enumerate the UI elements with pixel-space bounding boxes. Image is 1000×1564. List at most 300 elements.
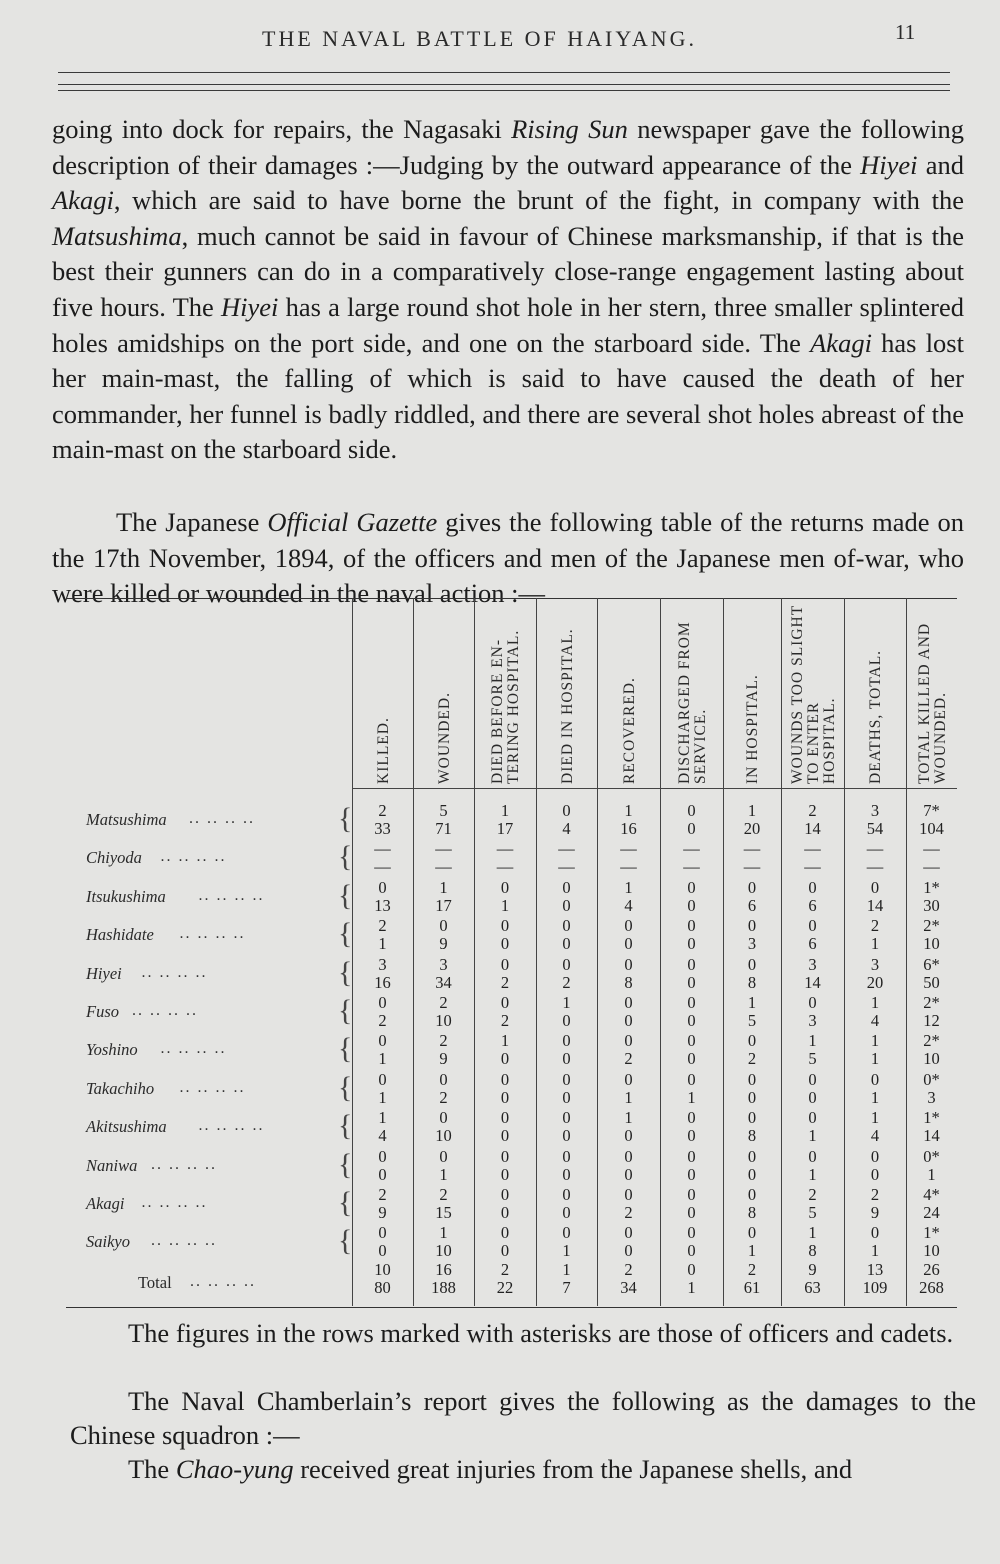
casualty-table <box>66 598 957 1308</box>
column-header: IN HOSPITAL. <box>744 674 761 784</box>
table-cell: 3 <box>808 954 817 974</box>
italic-term: Akagi <box>810 327 872 358</box>
italic-term: Chao-yung <box>175 1454 294 1484</box>
table-cell: 71 <box>435 819 452 838</box>
table-cell: 0 <box>562 1087 571 1107</box>
table-cell: 54 <box>866 819 884 838</box>
leader-dots: .. .. .. .. <box>190 1272 256 1290</box>
table-cell: 1 <box>562 993 571 1012</box>
table-cell: — <box>866 839 884 859</box>
table-cell: 0 <box>500 954 510 974</box>
column-header: TERING HOSPITAL. <box>505 629 522 784</box>
table-cell: 8 <box>747 1203 757 1222</box>
table-cell: 0 <box>747 1185 757 1204</box>
table-cell: 3 <box>378 954 387 974</box>
table-cell: 0 <box>687 1223 696 1243</box>
table-cell: 4 <box>870 1126 880 1146</box>
table-cell: 6 <box>808 895 817 915</box>
row-brace: { <box>338 878 353 912</box>
ship-name: Itsukushima <box>86 886 166 906</box>
leader-dots: .. .. .. .. <box>198 886 265 904</box>
table-cell: 0 <box>500 1146 510 1166</box>
header-rule-middle <box>58 84 950 85</box>
ship-name: Takachiho <box>86 1078 155 1098</box>
table-cell: 34 <box>620 1277 637 1297</box>
table-cell: 2 <box>808 1185 817 1204</box>
table-cell: 0 <box>562 801 571 820</box>
table-cell: 5 <box>808 1049 817 1069</box>
table-cell: 1 <box>687 1277 696 1297</box>
table-cell: — <box>866 857 884 877</box>
ship-name: Hashidate <box>86 925 154 945</box>
table-cell: 0 <box>687 1108 696 1128</box>
table-cell: 0 <box>378 1241 387 1261</box>
ship-name: Fuso <box>86 1002 119 1021</box>
table-cell: 26 <box>923 1259 940 1279</box>
table-cell: 0* <box>923 1069 940 1089</box>
table-cell: 8 <box>808 1241 817 1261</box>
column-header: DIED BEFORE EN- <box>489 638 506 784</box>
table-cell: 0 <box>687 1185 696 1204</box>
total-label: Total <box>138 1272 172 1292</box>
table-cell: 0 <box>687 1203 696 1222</box>
italic-term: Hiyei <box>860 149 918 180</box>
table-cell: 10 <box>435 1011 452 1030</box>
table-cell: 0 <box>562 1164 571 1184</box>
table-cell: — <box>804 857 821 877</box>
table-cell: 1 <box>808 1031 817 1051</box>
table-cell: 8 <box>747 1126 757 1146</box>
table-cell: 2 <box>747 1049 757 1069</box>
table-cell: — <box>374 857 391 877</box>
table-cell: 0 <box>624 1223 633 1243</box>
row-brace: { <box>338 840 353 874</box>
leader-dots: .. .. .. .. <box>198 1117 265 1135</box>
table-cell: 1 <box>624 1087 633 1107</box>
table-cell: 1 <box>378 934 387 954</box>
italic-term: Matsushima <box>52 220 182 251</box>
table-cell: 0 <box>562 916 571 936</box>
page-header <box>0 18 1000 58</box>
table-cell: 0 <box>687 819 696 838</box>
table-cell: 0 <box>624 1031 633 1051</box>
ship-name: Saikyo <box>86 1232 130 1252</box>
ship-name: Akitsushima <box>86 1117 167 1137</box>
table-cell: 0 <box>439 1108 448 1128</box>
table-cell: 0* <box>923 1146 940 1166</box>
paragraph-chamberlain-report: The Naval Chamberlain’s report gives the following as the damages to the Chinese squadron :— <box>70 1386 976 1450</box>
column-header: KILLED. <box>374 717 392 784</box>
table-cell: 0 <box>687 801 696 820</box>
table-cell: 1 <box>562 1241 571 1261</box>
table-cell: 1 <box>439 1223 448 1243</box>
row-brace: { <box>338 994 353 1027</box>
ship-name: Akagi <box>86 1194 125 1213</box>
ship-name: Naniwa <box>86 1155 138 1175</box>
table-cell: 0 <box>747 1223 757 1243</box>
italic-term: Rising Sun <box>511 114 628 144</box>
paragraph-gazette-intro: The Japanese Official Gazette gives the following table of the returns made on the 17th November, 1894, of the officers and men of the Japanese men of-war, who were killed or wounded in the naval action :— <box>52 507 964 609</box>
running-title: THE NAVAL BATTLE OF HAIYANG. <box>262 26 697 51</box>
table-cell: 10 <box>435 1241 452 1261</box>
table-cell: — <box>558 857 575 877</box>
table-cell: 0 <box>500 1203 510 1222</box>
table-cell: — <box>683 857 700 877</box>
table-cell: 0 <box>687 972 696 992</box>
table-cell: 0 <box>378 1164 387 1184</box>
table-cell: 0 <box>808 877 817 897</box>
paragraph-damages-description: going into dock for repairs, the Nagasaki Rising Sun newspaper gave the following description of their damages :—Judging by the outward appearance of the Hiyei and Akagi, which are said to have borne the brunt of the fight, in company with the Matsushima, much cannot be said in favour of Chinese marksmanship, if that is the best their gunners can do in a comparatively close-range engagement lasting about five hours. The Hiyei has a large round shot hole in her stern, three smaller splintered holes amidships on the port side, and one on the starboard side. The Akagi has lost her main-mast, the falling of which is said to have caused the death of her commander, her funnel is badly riddled, and there are several shot holes abreast of the main-mast on the starboard side. <box>52 114 964 465</box>
leader-dots: .. .. .. .. <box>160 1040 227 1058</box>
table-cell: 1 <box>439 1164 448 1184</box>
table-cell: 0 <box>808 916 817 936</box>
table-cell: 5 <box>808 1203 817 1222</box>
table-cell: 1 <box>378 1087 387 1107</box>
table-cell: 0 <box>687 895 696 915</box>
table-cell: 33 <box>374 819 391 838</box>
table-cell: 0 <box>624 954 633 974</box>
table-cell: 4 <box>378 1126 387 1146</box>
header-rule-top <box>58 72 950 73</box>
table-cell: 0 <box>687 1241 696 1261</box>
ship-name: Hiyei <box>86 963 122 983</box>
table-cell: 1 <box>870 1108 880 1128</box>
table-cell: 0 <box>687 1146 696 1166</box>
table-cell: 0 <box>687 1259 696 1279</box>
table-cell: 34 <box>435 972 452 992</box>
table-cell: 0 <box>500 1241 510 1261</box>
table-cell: 0 <box>808 993 817 1012</box>
table-cell: 188 <box>431 1277 456 1297</box>
table-cell: — <box>558 839 575 859</box>
table-cell: 1 <box>378 1108 387 1128</box>
table-cell: 61 <box>743 1277 761 1297</box>
table-cell: 9 <box>808 1259 817 1279</box>
ship-name: Chiyoda <box>86 848 142 868</box>
row-brace: { <box>338 917 353 951</box>
table-cell: 0 <box>687 993 696 1012</box>
table-cell: 1 <box>500 801 510 820</box>
table-cell: 0 <box>562 934 571 954</box>
leader-dots: .. .. .. .. <box>132 1002 198 1019</box>
table-cell: 0 <box>500 1223 510 1243</box>
table-cell: 0 <box>562 1126 571 1146</box>
table-cell: 17 <box>496 819 514 838</box>
table-cell: 2 <box>808 801 817 820</box>
table-cell: 109 <box>862 1277 888 1297</box>
table-cell: — <box>620 857 637 877</box>
table-cell: — <box>683 839 700 859</box>
italic-term: Official Gazette <box>267 507 438 537</box>
table-cell: 1 <box>624 877 633 897</box>
table-cell: — <box>435 857 452 877</box>
table-cell: 10 <box>923 1241 940 1261</box>
table-cell: — <box>374 839 391 859</box>
table-cell: 0 <box>624 1069 633 1089</box>
table-cell: 0 <box>562 1203 571 1222</box>
table-cell: 0 <box>378 1223 387 1243</box>
row-brace: { <box>338 802 353 835</box>
table-cell: 0 <box>562 1146 571 1166</box>
paragraph-chao-yung: The Chao-yung received great injuries from the Japanese shells, and <box>128 1454 853 1484</box>
column-header: DEATHS, TOTAL. <box>867 649 884 784</box>
table-cell: 0 <box>500 1185 510 1204</box>
table-cell: 16 <box>374 972 391 992</box>
table-cell: 7 <box>562 1277 571 1297</box>
table-cell: 1 <box>747 1241 757 1261</box>
leader-dots: .. .. .. .. <box>160 848 227 866</box>
table-cell: 0 <box>747 1087 757 1107</box>
header-divider <box>352 788 957 789</box>
row-brace: { <box>338 1109 353 1143</box>
table-cell: 3 <box>439 954 448 974</box>
table-cell: 3 <box>870 801 880 820</box>
table-cell: 1 <box>870 993 880 1012</box>
table-cell: 0 <box>808 1069 817 1089</box>
italic-term: Akagi <box>52 185 114 216</box>
table-cell: 0 <box>747 1031 757 1051</box>
table-cell: 4 <box>870 1011 880 1030</box>
table-cell: — <box>496 857 514 877</box>
table-cell: 268 <box>919 1277 944 1297</box>
table-cell: 0 <box>562 1049 571 1069</box>
column-header: WOUNDS TOO SLIGHT <box>788 604 806 784</box>
table-cell: — <box>620 839 637 859</box>
table-cell: 0 <box>500 1164 510 1184</box>
table-cell: 0 <box>870 1164 880 1184</box>
table-cell: 0 <box>378 993 387 1012</box>
table-cell: 0 <box>624 916 633 936</box>
table-cell: 0 <box>624 1164 633 1184</box>
table-cell: 1 <box>500 1031 510 1051</box>
leader-dots: .. .. .. .. <box>151 1232 217 1250</box>
table-cell: 1 <box>624 1108 633 1128</box>
table-cell: 6 <box>808 934 817 954</box>
table-cell: 0 <box>500 934 510 954</box>
leader-dots: .. .. .. .. <box>179 1078 246 1096</box>
table-cell: 2* <box>923 1031 940 1051</box>
table-cell: 1 <box>687 1087 696 1107</box>
table-cell: 0 <box>500 1108 510 1128</box>
paragraph-asterisk-note: The figures in the rows marked with asterisks are those of officers and cadets. <box>128 1318 954 1348</box>
column-header: DIED IN HOSPITAL. <box>558 628 576 784</box>
table-cell: 0 <box>562 877 571 897</box>
table-cell: 2 <box>378 1185 387 1204</box>
table-cell: 3 <box>808 1011 817 1030</box>
table-cell: 0 <box>378 877 387 897</box>
table-cell: 0 <box>624 993 633 1012</box>
column-header: HOSPITAL. <box>820 697 838 784</box>
table-cell: 14 <box>923 1126 940 1146</box>
table-cell: 0 <box>687 954 696 974</box>
table-cell: 2 <box>439 993 448 1012</box>
column-divider <box>474 598 475 1306</box>
table-cell: 0 <box>808 1108 817 1128</box>
table-cell: 9 <box>439 934 448 954</box>
header-rule-bottom <box>58 90 950 91</box>
page-number: 11 <box>895 20 916 44</box>
table-cell: 2 <box>439 1087 448 1107</box>
column-header: TOTAL KILLED AND <box>915 622 933 784</box>
ship-name: Matsushima <box>86 810 167 829</box>
table-cell: — <box>923 839 940 859</box>
table-cell: 0 <box>624 934 633 954</box>
column-header: WOUNDED. <box>435 692 453 784</box>
table-cell: 0 <box>687 1126 696 1146</box>
table-cell: 0 <box>747 954 757 974</box>
table-cell: 17 <box>435 895 452 915</box>
table-cell: 0 <box>747 916 757 936</box>
table-cell: 2 <box>378 1011 387 1030</box>
table-cell: 1 <box>808 1164 817 1184</box>
table-cell: 0 <box>562 1223 571 1243</box>
table-cell: 2 <box>378 801 387 820</box>
table-cell: 22 <box>496 1277 514 1297</box>
row-brace: { <box>338 1032 353 1066</box>
table-cell: 0 <box>687 1031 696 1051</box>
table-cell: — <box>743 857 761 877</box>
table-cell: 7* <box>923 801 940 820</box>
table-cell: 1 <box>747 801 757 820</box>
column-divider <box>660 598 661 1306</box>
table-cell: 0 <box>378 1031 387 1051</box>
table-cell: 5 <box>747 1011 757 1030</box>
table-cell: 0 <box>562 1185 571 1204</box>
table-cell: 0 <box>500 1069 510 1089</box>
table-cell: 1 <box>927 1164 936 1184</box>
table-cell: 0 <box>808 1146 817 1166</box>
table-cell: — <box>923 857 940 877</box>
table-cell: 2 <box>624 1203 633 1222</box>
row-brace: { <box>338 1186 353 1219</box>
table-cell: 0 <box>870 877 880 897</box>
table-cell: 2* <box>923 993 940 1012</box>
table-cell: 63 <box>804 1277 821 1297</box>
leader-dots: .. .. .. .. <box>141 963 208 981</box>
column-header: SERVICE. <box>691 708 709 784</box>
table-cell: 15 <box>435 1203 452 1222</box>
table-cell: 10 <box>435 1126 452 1146</box>
table-cell: 0 <box>378 1146 387 1166</box>
table-cell: 2 <box>439 1031 448 1051</box>
table-cell: 0 <box>747 1146 757 1166</box>
column-divider <box>723 598 724 1306</box>
table-cell: — <box>496 839 514 859</box>
table-cell: 1 <box>870 1031 880 1051</box>
column-header: WOUNDED. <box>931 692 949 784</box>
table-cell: 4 <box>562 819 571 838</box>
table-cell: 0 <box>870 1069 880 1089</box>
table-cell: 20 <box>743 819 761 838</box>
column-divider <box>536 598 537 1306</box>
table-cell: 0 <box>747 1069 757 1089</box>
table-cell: 2 <box>562 972 571 992</box>
table-cell: 1 <box>808 1223 817 1243</box>
table-cell: 0 <box>624 1146 633 1166</box>
table-cell: 1 <box>500 895 510 915</box>
table-cell: 0 <box>687 934 696 954</box>
table-cell: 14 <box>804 819 821 838</box>
table-cell: 0 <box>500 993 510 1012</box>
table-cell: 0 <box>747 1108 757 1128</box>
table-cell: 13 <box>866 1259 884 1279</box>
table-cell: 0 <box>747 1164 757 1184</box>
table-cell: 10 <box>374 1259 391 1279</box>
table-cell: 1 <box>378 1049 387 1069</box>
table-cell: 13 <box>374 895 391 915</box>
table-cell: 0 <box>808 1087 817 1107</box>
table-cell: 6* <box>923 954 940 974</box>
table-cell: 0 <box>687 877 696 897</box>
table-cell: 8 <box>624 972 633 992</box>
table-cell: 0 <box>439 916 448 936</box>
table-cell: 0 <box>500 916 510 936</box>
column-divider <box>781 598 782 1306</box>
table-cell: 50 <box>923 972 940 992</box>
table-cell: 9 <box>378 1203 387 1222</box>
leader-dots: .. .. .. .. <box>151 1155 217 1173</box>
table-cell: 3 <box>870 954 880 974</box>
table-cell: 0 <box>870 1223 880 1243</box>
table-cell: 2 <box>624 1049 633 1069</box>
table-cell: 0 <box>870 1146 880 1166</box>
column-divider <box>413 598 414 1306</box>
table-cell: 10 <box>923 934 940 954</box>
table-cell: 1* <box>923 1108 940 1128</box>
table-cell: 24 <box>923 1203 940 1222</box>
table-cell: — <box>804 839 821 859</box>
column-header: RECOVERED. <box>620 677 638 784</box>
table-cell: 0 <box>562 895 571 915</box>
table-cell: 1 <box>624 801 633 820</box>
table-cell: 2 <box>624 1259 633 1279</box>
table-cell: 1 <box>562 1259 571 1279</box>
table-cell: 16 <box>435 1259 452 1279</box>
table-cell: 10 <box>923 1049 940 1069</box>
table-cell: 12 <box>923 1011 940 1030</box>
table-cell: 1 <box>439 877 448 897</box>
table-cell: 0 <box>500 1126 510 1146</box>
table-cell: — <box>743 839 761 859</box>
table-cell: 3 <box>927 1087 936 1107</box>
table-cell: 9 <box>439 1049 448 1069</box>
table-cell: 0 <box>624 1241 633 1261</box>
table-cell: 8 <box>747 972 757 992</box>
table-cell: 2 <box>500 1011 510 1030</box>
table-cell: 0 <box>439 1069 448 1089</box>
table-cell: 2* <box>923 916 940 936</box>
table-cell: 30 <box>923 895 940 915</box>
table-cell: 3 <box>747 934 757 954</box>
table-cell: 2 <box>747 1259 757 1279</box>
leader-dots: .. .. .. .. <box>141 1194 208 1211</box>
table-cell: 20 <box>866 972 884 992</box>
table-cell: 0 <box>687 916 696 936</box>
table-cell: 0 <box>562 1011 571 1030</box>
row-brace: { <box>338 955 353 989</box>
table-cell: 0 <box>562 1031 571 1051</box>
row-brace: { <box>338 1147 353 1181</box>
table-cell: 0 <box>378 1069 387 1089</box>
table-cell: 0 <box>747 877 757 897</box>
table-cell: 0 <box>624 1126 633 1146</box>
italic-term: Hiyei <box>221 291 279 322</box>
table-cell: 80 <box>374 1277 391 1297</box>
leader-dots: .. .. .. .. <box>179 925 246 943</box>
table-cell: 1 <box>808 1126 817 1146</box>
table-cell: 0 <box>687 1164 696 1184</box>
table-cell: 0 <box>500 1049 510 1069</box>
